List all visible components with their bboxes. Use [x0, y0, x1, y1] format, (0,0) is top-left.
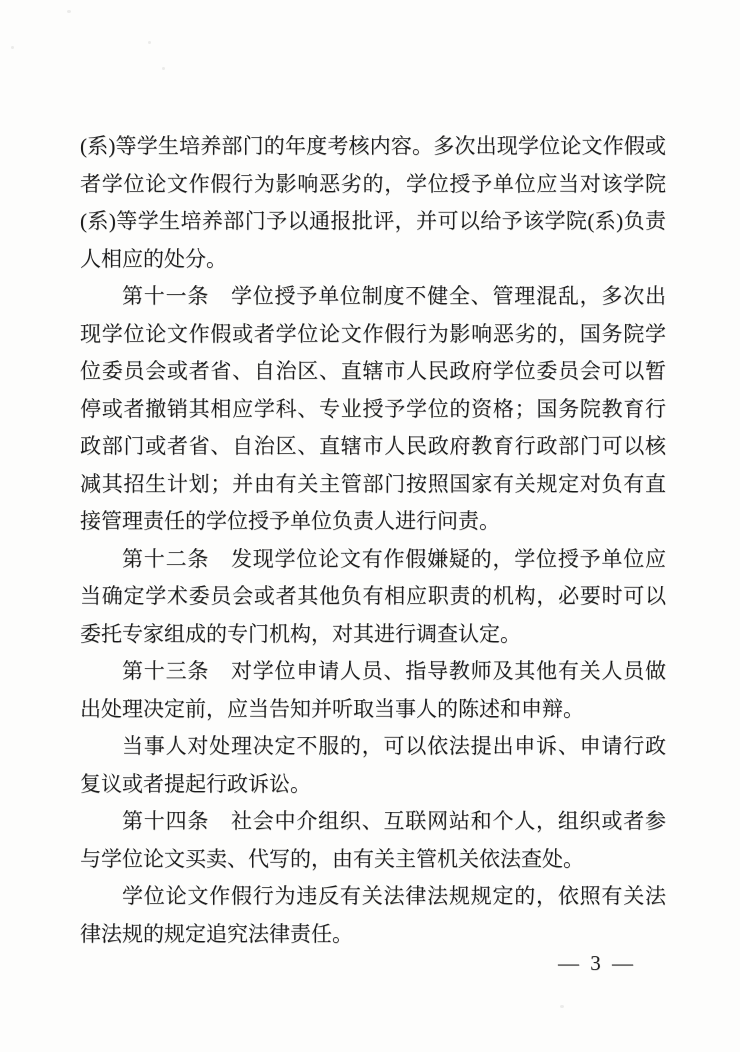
- paragraph: 学位论文作假行为违反有关法律法规规定的，依照有关法律法规的规定追究法律责任。: [80, 884, 666, 946]
- document-body: [80, 128, 666, 953]
- article-paragraph: 第十一条 学位授予单位制度不健全、管理混乱，多次出现学位论文作假或者学位论文作假行为影响恶劣的，国务院学位委员会或者省、自治区、直辖市人民政府学位委员会可以暂停或者撤销其相应学科、专业授予学位的资格；国务院教育行政部门或者省、自治区、直辖市人民政府教育行政部门可以核减其招生计划；并由有关主管部门按照国家有关规定对负有直接管理责任的学位授予单位负责人进行问责。: [80, 284, 666, 533]
- scan-speck: [148, 41, 151, 44]
- article-paragraph: 第十二条 发现学位论文有作假嫌疑的，学位授予单位应当确定学术委员会或者其他负有相应职责的机构，必要时可以委托专家组成的专门机构，对其进行调查认定。: [80, 546, 666, 646]
- paragraph: (系)等学生培养部门的年度考核内容。多次出现学位论文作假或者学位论文作假行为影响恶劣的，学位授予单位应当对该学院(系)等学生培养部门予以通报批评，并可以给予该学院(系)负责人相应的处分。: [80, 134, 666, 271]
- scan-speck: [560, 1005, 564, 1008]
- scan-speck: [162, 67, 165, 70]
- page-number: — 3 —: [558, 951, 636, 975]
- paragraph: 当事人对处理决定不服的，可以依法提出申诉、申请行政复议或者提起行政诉讼。: [80, 734, 666, 796]
- scan-speck: [67, 10, 71, 13]
- scan-speck: [11, 46, 14, 49]
- article-paragraph: 第十四条 社会中介组织、互联网站和个人，组织或者参与学位论文买卖、代写的，由有关主管机关依法查处。: [80, 809, 666, 871]
- article-paragraph: 第十三条 对学位申请人员、指导教师及其他有关人员做出处理决定前，应当告知并听取当事人的陈述和申辩。: [80, 659, 666, 721]
